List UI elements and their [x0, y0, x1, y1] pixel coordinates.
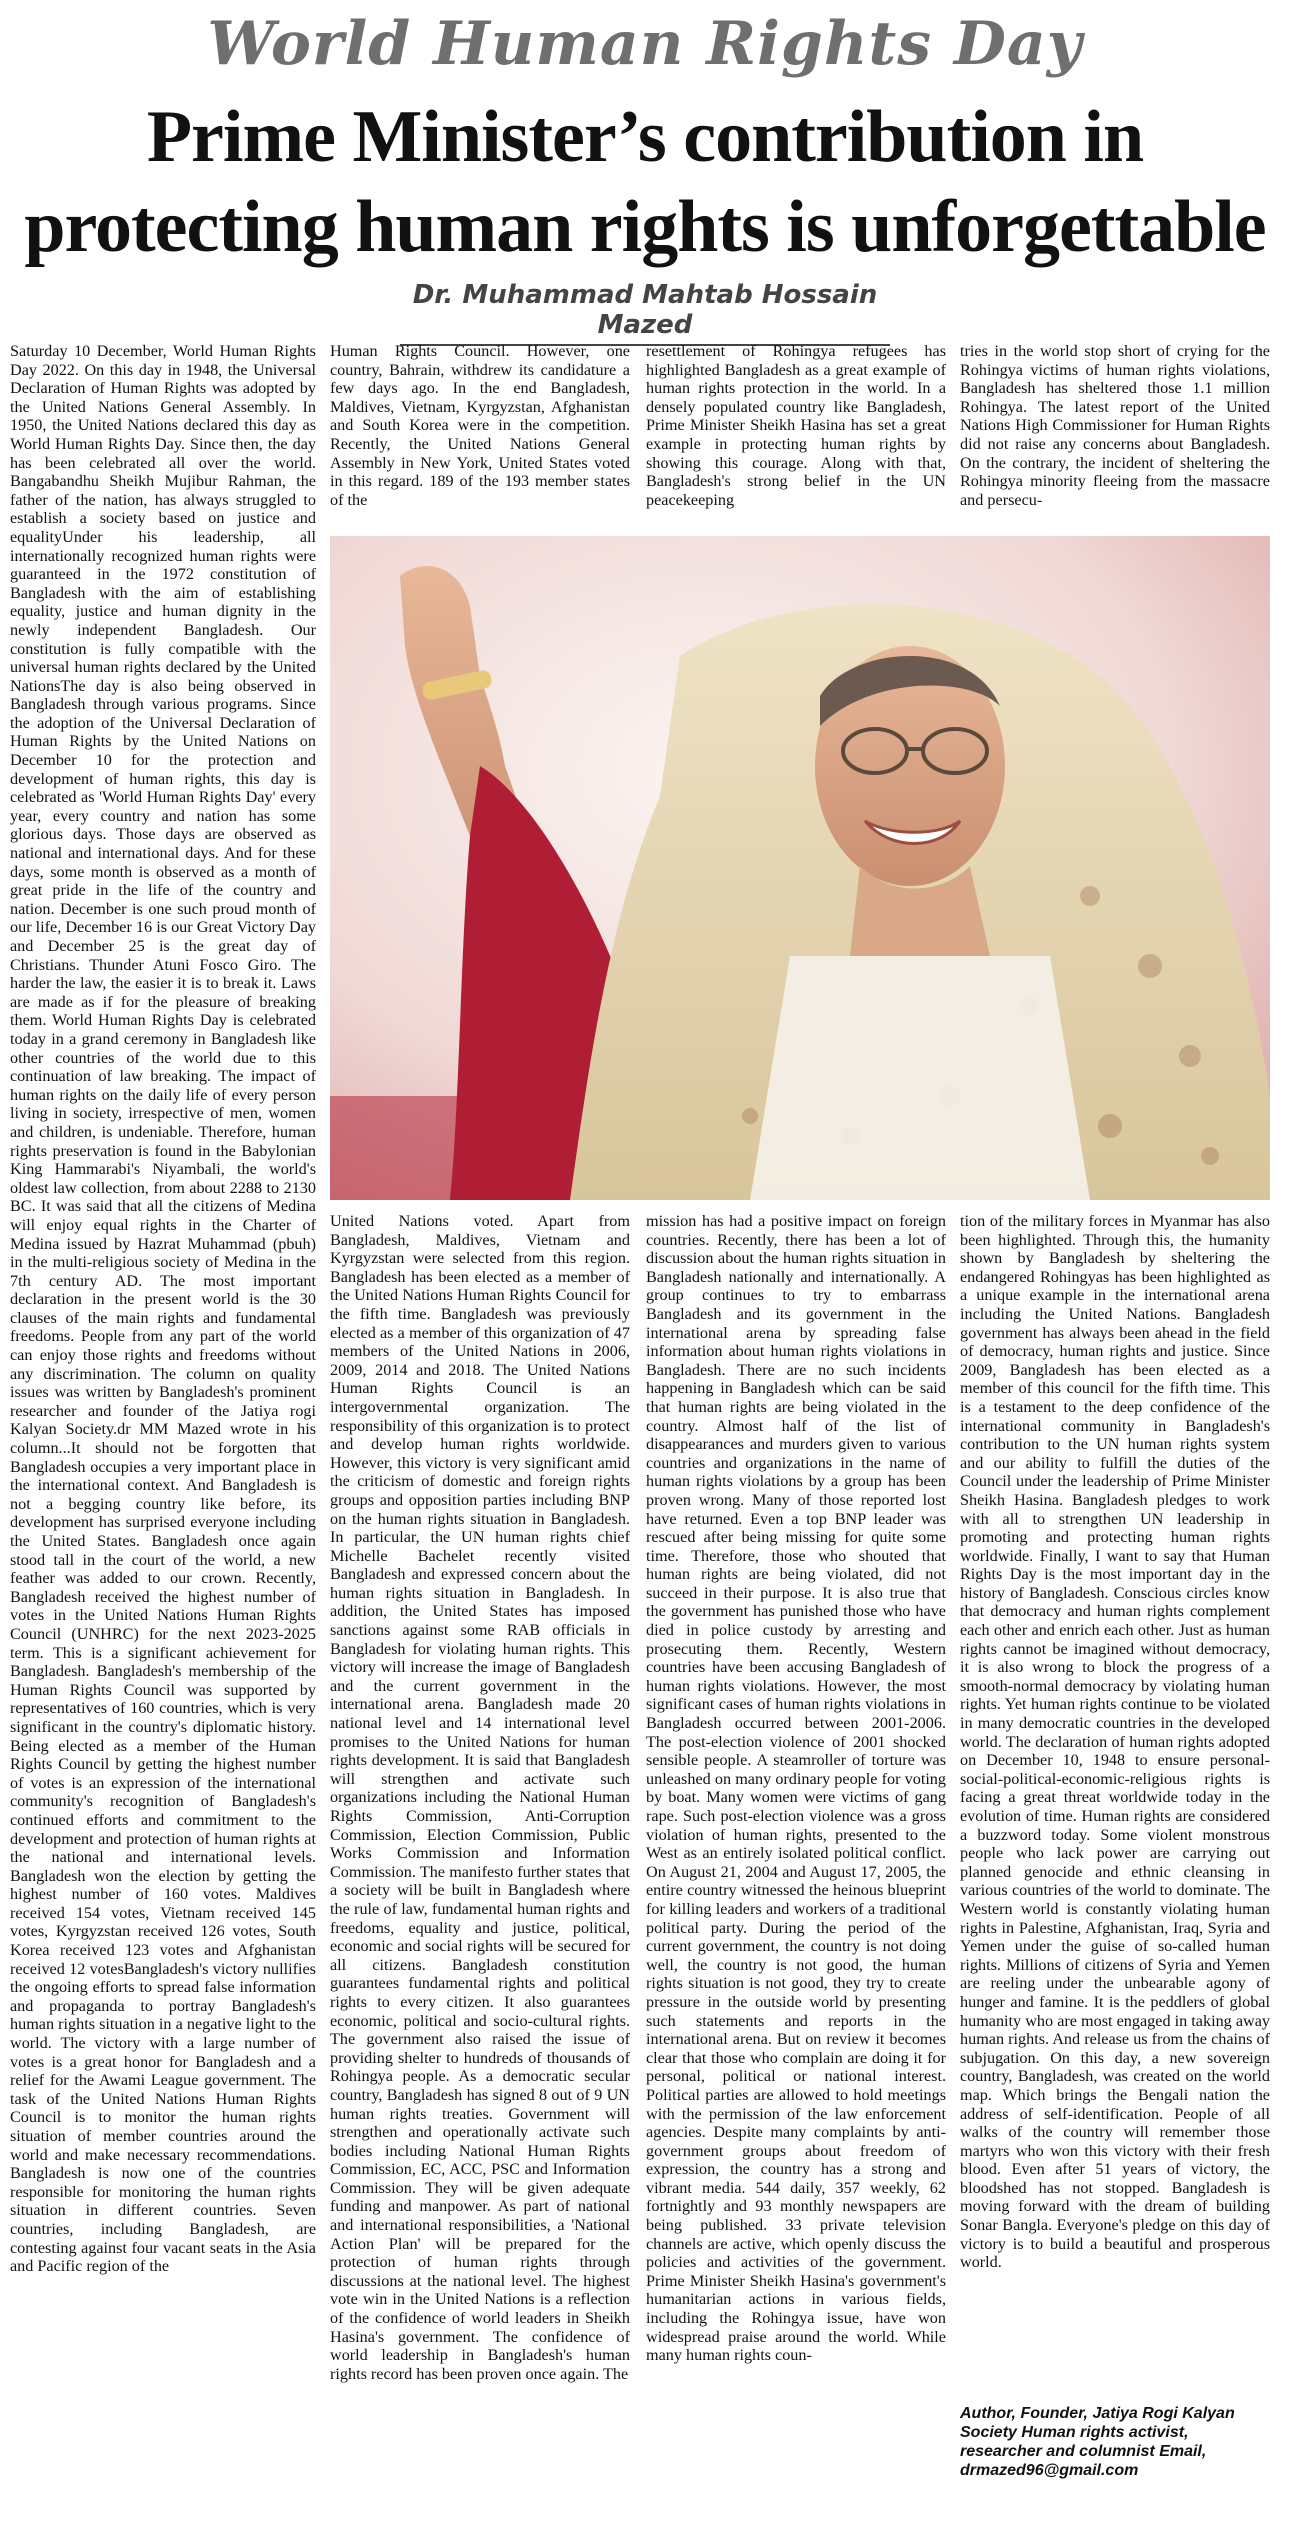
headline: Prime Minister’s contribution in protecting human rights is unforgettable — [24, 96, 1266, 268]
column-text: Human Rights Council. However, one country, Bahrain, withdrew its candidature a few days ago. In the end Bangladesh, Maldives, Vietnam, Kyrgyzstan, Afghanistan and South Korea were in the competition. Recently, the United Nations General Assembly in New York, United States voted in this regard. 189 of the 193 member states of the — [330, 342, 630, 509]
article-column-1 — [10, 342, 316, 2518]
article-column-4-top — [960, 342, 1270, 530]
byline: Dr. Muhammad Mahtab Hossain Mazed — [412, 280, 878, 340]
portrait-photo — [330, 536, 1270, 1200]
column-text: tion of the military forces in Myanmar has also been highlighted. Through this, the humanity shown by Bangladesh by sheltering the endangered Rohingyas has been highlighted as a unique example in the international arena including the United Nations. Bangladesh government has always been ahead in the field of democracy, human rights and justice. Since 2009, Bangladesh has been elected as a member of this council for the fifth time. This is a testament to the deep confidence of the international community in Bangladesh's contribution to the UN human rights system and our ability to fulfill the duties of the Council under the leadership of Prime Minister Sheikh Hasina. Bangladesh pledges to work with all to strengthen UN leadership in promoting and protecting human rights worldwide. Finally, I want to say that Human Rights Day is the most important day in the history of Bangladesh. Conscious circles know that democracy and human rights complement each other and enrich each other. Just as human rights cannot be imagined without democracy, it is also wrong to block the progress of a smooth-normal democracy by violating human rights. Yet human rights continue to be violated in many democratic countries in the developed world. The declaration of human rights adopted on December 10, 1948 to ensure personal-social-political-economic-religious rights is facing a great threat worldwide today in the evolution of time. Human rights are considered a buzzword today. Some violent monstrous people who lack power are carrying out planned genocide and ethnic cleansing in various countries of the world to dominate. The Western world is constantly violating human rights in Palestine, Afghanistan, Iraq, Syria and Yemen under the guise of so-called human rights. Millions of citizens of Syria and Yemen are reeling under the unbearable agony of hunger and famine. It is the peddlers of global humanity who are most engaged in taking away human rights. And release us from the chains of subjugation. On this day, a new sovereign country, Bangladesh, was created on the world map. Which brings the Bengali nation the address of self-identification. People of all walks of the country will remember those martyrs who won this victory with their fresh blood. Even after 51 years of victory, the bloodshed has not stopped. Bangladesh is moving forward with the dream of building Sonar Bangla. Everyone's pledge on this day of victory is to build a beautiful and prosperous world. — [960, 1212, 1270, 2272]
article-column-4-bottom — [960, 1212, 1270, 2302]
article-column-3-bottom — [646, 1212, 946, 2522]
column-text: resettlement of Rohingya refugees has highlighted Bangladesh as a great example of human rights protection in the world. In a densely populated country like Bangladesh, Prime Minister Sheikh Hasina has set a great example in protecting human rights by showing this courage. Along with that, Bangladesh's strong belief in the UN peacekeeping — [646, 342, 946, 509]
author-note: Author, Founder, Jatiya Rogi Kalyan Society Human rights activist, researcher and columnist Email, drmazed96@gmail.com — [960, 2405, 1235, 2479]
column-text: United Nations voted. Apart from Bangladesh, Maldives, Vietnam and Kyrgyzstan were selected from this region. Bangladesh has been elected as a member of the United Nations Human Rights Council for the fifth time. Bangladesh was previously elected as a member of this organization of 47 members of the United Nations in 2006, 2009, 2014 and 2018. The United Nations Human Rights Council is an intergovernmental organization. The responsibility of this organization is to protect and develop human rights worldwide. However, this victory is very significant amid the criticism of domestic and foreign rights groups and opposition parties including BNP on the human rights situation in Bangladesh. In particular, the UN human rights chief Michelle Bachelet recently visited Bangladesh and expressed concern about the human rights situation in Bangladesh. In addition, the United States has imposed sanctions against some RAB officials in Bangladesh for violating human rights. This victory will increase the image of Bangladesh and the current government in the international arena. Bangladesh made 20 national level and 14 international level promises to the United Nations for human rights development. It is said that Bangladesh will strengthen and activate such organizations including the National Human Rights Commission, Anti-Corruption Commission, Election Commission, Public Works Commission and Information Commission. The manifesto further states that a society will be built in Bangladesh where the rule of law, fundamental human rights and freedoms, equality and justice, political, economic and social rights will be secured for all citizens. Bangladesh constitution guarantees fundamental rights and political rights to every citizen. It also guarantees economic, political and socio-cultural rights. The government also raised the issue of providing shelter to hundreds of thousands of Rohingya people. As a democratic secular country, Bangladesh has signed 8 out of 9 UN human rights treaties. Government will strengthen and operationally activate such bodies including National Human Rights Commission, EC, ACC, PSC and Information Commission. They will be given adequate funding and manpower. As part of national and international responsibilities, a 'National Action Plan' will be prepared for the protection of human rights through discussions at the national level. The highest vote win in the United Nations is a reflection of the confidence of world leaders in Sheikh Hasina's government. The confidence of world leadership in Bangladesh's human rights record has been proven once again. The — [330, 1212, 630, 2383]
article-column-2-bottom — [330, 1212, 630, 2522]
article-column-3-top — [646, 342, 946, 530]
column-text: Saturday 10 December, World Human Rights Day 2022. On this day in 1948, the Universal Declaration of Human Rights was adopted by the United Nations General Assembly. In 1950, the United Nations declared this day as World Human Rights Day. Since then, the day has been celebrated all over the world. Bangabandhu Sheikh Mujibur Rahman, the father of the nation, has always struggled to establish a society based on justice and equalityUnder his leadership, all internationally recognized human rights were guaranteed in the 1972 constitution of Bangladesh with the aim of establishing equality, justice and human dignity in the newly independent Bangladesh. Our constitution is fully compatible with the universal human rights declared by the United NationsThe day is also being observed in Bangladesh through various programs. Since the adoption of the Universal Declaration of Human Rights by the United Nations on December 10 for the protection and development of human rights, this day is celebrated as 'World Human Rights Day' every year, every country and nation has some glorious days. Those days are observed as national and international days. And for these days, some month is observed as a month of great pride in the life of the country and nation. December is one such proud month of our life, December 16 is our Great Victory Day and December 25 is the great day of Christians. Thunder Atuni Fosco Giro. The harder the law, the easier it is to break it. Laws are made as if for the pleasure of breaking them. World Human Rights Day is celebrated today in a grand ceremony in Bangladesh like other countries of the world due to this continuation of law breaking. The impact of human rights on the daily life of every person living in society, irrespective of men, women and children, is undeniable. Therefore, human rights preservation is found in the Babylonian King Hammarabi's Niyambali, the world's oldest law collection, from about 2288 to 2130 BC. It was said that all the citizens of Medina will enjoy equal rights in the Charter of Medina issued by Hazrat Muhammad (pbuh) in the multi-religious society of Medina in the 7th century AD. The most important declaration in the present world is the 30 clauses of the main rights and fundamental freedoms. People from any part of the world can enjoy those rights and freedoms without any discrimination. The column on quality issues was written by Bangladesh's prominent researcher and founder of the Jatiya rogi Kalyan Society.dr MM Mazed wrote in his column...It should not be forgotten that Bangladesh occupies a very important place in the international context. And Bangladesh is not a begging country like before, its development has surprised everyone including the United States. Bangladesh once again stood tall in the court of the world, a new feather was added to our crown. Recently, Bangladesh received the highest number of votes in the United Nations Human Rights Council (UNHRC) for the next 2023-2025 term. This is a significant achievement for Bangladesh. Bangladesh's membership of the Human Rights Council was supported by representatives of 160 countries, which is very significant in the country's diplomatic history. Being elected as a member of the Human Rights Council by getting the highest number of votes is an expression of the international community's recognition of Bangladesh's continued efforts and commitment to the development and protection of human rights at the national and international levels. Bangladesh won the election by getting the highest number of 160 votes. Maldives received 154 votes, Vietnam received 145 votes, Kyrgyzstan received 126 votes, South Korea received 123 votes and Afghanistan received 12 votesBangladesh's victory nullifies the ongoing efforts to spread false information and propaganda to portray Bangladesh's human rights situation in a negative light to the world. The victory with a large number of votes is a great honor for Bangladesh and a relief for the Awami League government. The task of the United Nations Human Rights Council is to monitor the human rights situation of member countries around the world and make necessary recommendations. Bangladesh is now one of the countries responsible for monitoring the human rights situation in different countries. Seven countries, including Bangladesh, are contesting against four vacant seats in the Asia and Pacific region of the — [10, 342, 316, 2276]
kicker-title: World Human Rights Day — [207, 9, 1083, 79]
article-column-2-top — [330, 342, 630, 530]
column-text: tries in the world stop short of crying for the Rohingya victims of human rights violations, Bangladesh has sheltered those 1.1 million Rohingya. The latest report of the United Nations High Commissioner for Human Rights did not raise any concerns about Bangladesh. On the contrary, the incident of sheltering the Rohingya minority fleeing from the massacre and persecu- — [960, 342, 1270, 509]
byline-block — [400, 280, 890, 346]
column-text: mission has had a positive impact on foreign countries. Recently, there has been a lot of discussion about the human rights situation in Bangladesh nationally and internationally. A group continues to try to embarrass Bangladesh and its government in the international arena by spreading false information about human rights violations in Bangladesh. There are no such incidents happening in Bangladesh which can be said that human rights are being violated in the country. Almost half of the list of disappearances and murders given to various countries and organizations in the name of human rights violations by a group has been proven wrong. Many of those reported lost have returned. Even a top BNP leader was rescued after being missing for quite some time. Therefore, those who shouted that human rights are being violated, did not succeed in their purpose. It is also true that the government has punished those who have died in police custody by arresting and prosecuting them. Recently, Western countries have been accusing Bangladesh of human rights violations. However, the most significant cases of human rights violations in Bangladesh occurred between 2001-2006. The post-election violence of 2001 shocked sensible people. A steamroller of torture was unleashed on many ordinary people for voting by boat. Many women were victims of gang rape. Such post-election violence was a gross violation of human rights, presented to the West as an entirely isolated political conflict. On August 21, 2004 and August 17, 2005, the entire country witnessed the heinous blueprint for killing leaders and workers of a traditional political party. During the period of the current government, the country is not doing well, the country is not good, the human rights situation is not good, they try to create pressure in the outside world by presenting such statements and reports in the international arena. But on review it becomes clear that those who complain are doing it for personal, political or national interest. Political parties are allowed to hold meetings with the permission of the law enforcement agencies. Despite many complaints by anti-government groups about freedom of expression, the country has a strong and vibrant media. 544 daily, 357 weekly, 62 fortnightly and 93 monthly newspapers are being published. 33 private television channels are active, which openly discuss the policies and activities of the government. Prime Minister Sheikh Hasina's government's humanitarian actions in various fields, including the Rohingya issue, have won widespread praise around the world. While many human rights coun- — [646, 1212, 946, 2365]
